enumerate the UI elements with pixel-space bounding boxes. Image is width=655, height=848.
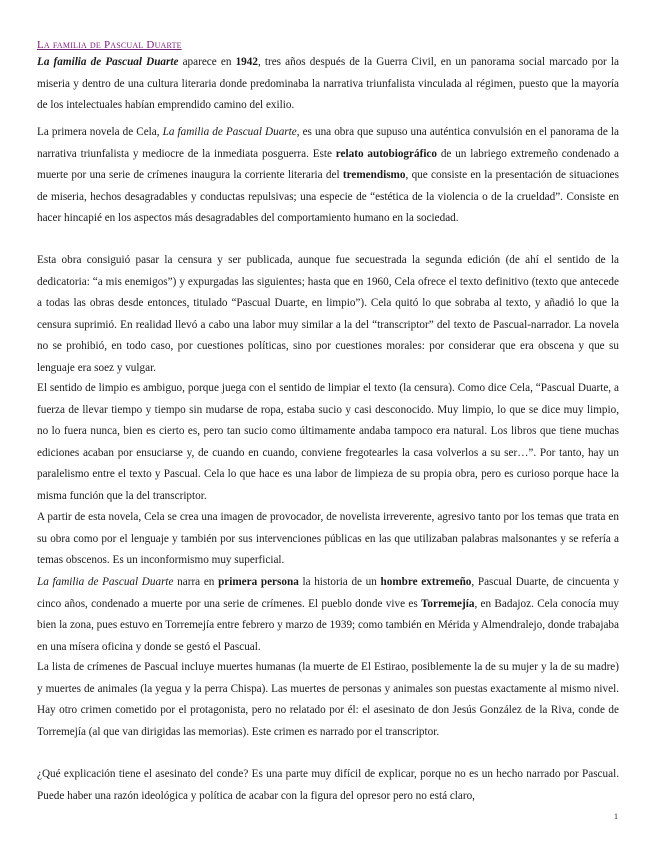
text-run: , en Badajoz. Cela conocía muy bien la zona, pues estuvo en Torremejía entre febrero y marzo de 1939; como también en Mérida y Almendralejo, donde trabajaba en una mísera oficina y donde se gestó el Pascual.: [37, 597, 620, 653]
text-run: tremendismo: [342, 169, 406, 182]
text-run: La familia de Pascual Duarte: [37, 576, 174, 588]
paragraph-3: [37, 250, 619, 380]
text-run: de un labriego extremeño condenado a muerte por una serie de crímenes inaugura la corriente literaria del: [37, 147, 619, 182]
paragraph-8: [37, 764, 619, 807]
paragraph-1: [37, 52, 619, 117]
document-title: La familia de Pascual Duarte: [37, 39, 182, 51]
text-run: primera persona: [218, 576, 299, 588]
text-run: , que consiste en la presentación de situaciones de miseria, hechos desagradables y conductas repulsivas; una especie de “estética de la violencia o de la crueldad”. Consiste en hacer hincapié en los aspectos más desagradables del comportamiento humano en la sociedad.: [37, 169, 619, 225]
text-run: Esta obra consiguió pasar la censura y ser publicada, aunque fue secuestrada la segunda edición (de ahí el sentido de la dedicatoria: “a mis enemigos”) y expurgadas las siguientes; hasta que en 1960, Cela ofrece el texto definitivo (texto que antecede a todas las obras desde entonces, titulado “Pascual Duarte, en limpio”). Cela quitó lo que sobraba al texto, y añadió lo que la censura suprimió. En realidad llevó a cabo una labor muy similar a la del “transcriptor” del texto de Pascual-narrador. La novela no se prohibió, en todo caso, por cuestiones políticas, sino por cuestiones morales: por considerar que era obscena y que su lenguaje era soez y vulgar.: [37, 254, 619, 374]
paragraph-2: [37, 122, 619, 230]
paragraph-7: [37, 657, 619, 743]
text-run: La familia de Pascual Duarte: [37, 56, 179, 68]
text-run: , tres años después de la Guerra Civil, en un panorama social marcado por la miseria y dentro de una cultura literaria donde predominaba la narrativa triunfalista vinculada al régimen, puesto que la mayoría de los intelectuales habían emprendido camino del exilio.: [37, 56, 619, 112]
text-run: , es una obra que supuso una auténtica convulsión en el panorama de la narrativa triunfalista y mediocre de la inmediata posguerra. Este: [37, 126, 620, 160]
text-run: la historia de un: [298, 576, 381, 588]
text-run: La lista de crímenes de Pascual incluye muertes humanas (la muerte de El Estirao, posiblemente la de su mujer y la de su madre) y muertes de animales (la yegua y la perra Chispa). Las muertes de personas y animales son puestas exactamente al mismo nivel. Hay otro crimen cometido por el protagonista, pero no relatado por él: el asesinato de don Jesús González de la Riva, conde de Torremejía (al que van dirigidas las memorias). Este crimen es narrado por el transcriptor.: [37, 661, 619, 738]
paragraph-4: [37, 378, 619, 508]
text-run: hombre extremeño: [380, 576, 472, 588]
text-run: ¿Qué explicación tiene el asesinato del conde? Es una parte muy difícil de explicar, porque no es un hecho narrado por Pascual. Puede haber una razón ideológica y política de acabar con la figura del opresor pero no está claro,: [37, 768, 619, 802]
text-run: 1942: [235, 56, 258, 68]
text-run: El sentido de limpio es ambiguo, porque juega con el sentido de limpiar el texto (la censura). Como dice Cela, “Pascual Duarte, a fuerza de llevar tiempo y tiempo sin mudarse de ropa, estaba sucio y casi desconocido. Muy limpio, lo que se dice muy limpio, no lo fuera nunca, bien es cierto es, pero tan sucio como últimamente andaba tampoco era natural. Los libros que tiene muchas ediciones acaban por ensuciarse y, de cuando en cuando, conviene fregotearles la casa volverlos a su ser…”. Por tanto, hay un paralelismo entre el texto y Pascual. Cela lo que hace es una labor de limpieza de su propia obra, pero es curioso porque hace la misma función que la del transcriptor.: [37, 382, 619, 502]
paragraph-6: [37, 572, 619, 658]
text-run: A partir de esta novela, Cela se crea una imagen de provocador, de novelista irreverente, agresivo tanto por los temas que trata en su obra como por el lenguaje y también por sus intervenciones públicas en las que utilizaban palabras malsonantes y se refería a temas obscenos. Es un inconformismo muy superficial.: [37, 511, 619, 567]
paragraph-5: [37, 507, 619, 572]
text-run: relato autobiográfico: [335, 147, 437, 160]
text-run: , Pascual Duarte, de cincuenta y cinco años, condenado a muerte por una serie de crímenes. El pueblo donde vive es: [37, 576, 619, 610]
text-run: La primera novela de Cela,: [37, 126, 163, 138]
text-run: Torremejía: [421, 597, 475, 610]
text-run: narra en: [173, 576, 219, 588]
text-run: La familia de Pascual Duarte: [162, 126, 297, 138]
page-number: 1: [614, 812, 618, 821]
text-run: aparece en: [178, 56, 236, 68]
